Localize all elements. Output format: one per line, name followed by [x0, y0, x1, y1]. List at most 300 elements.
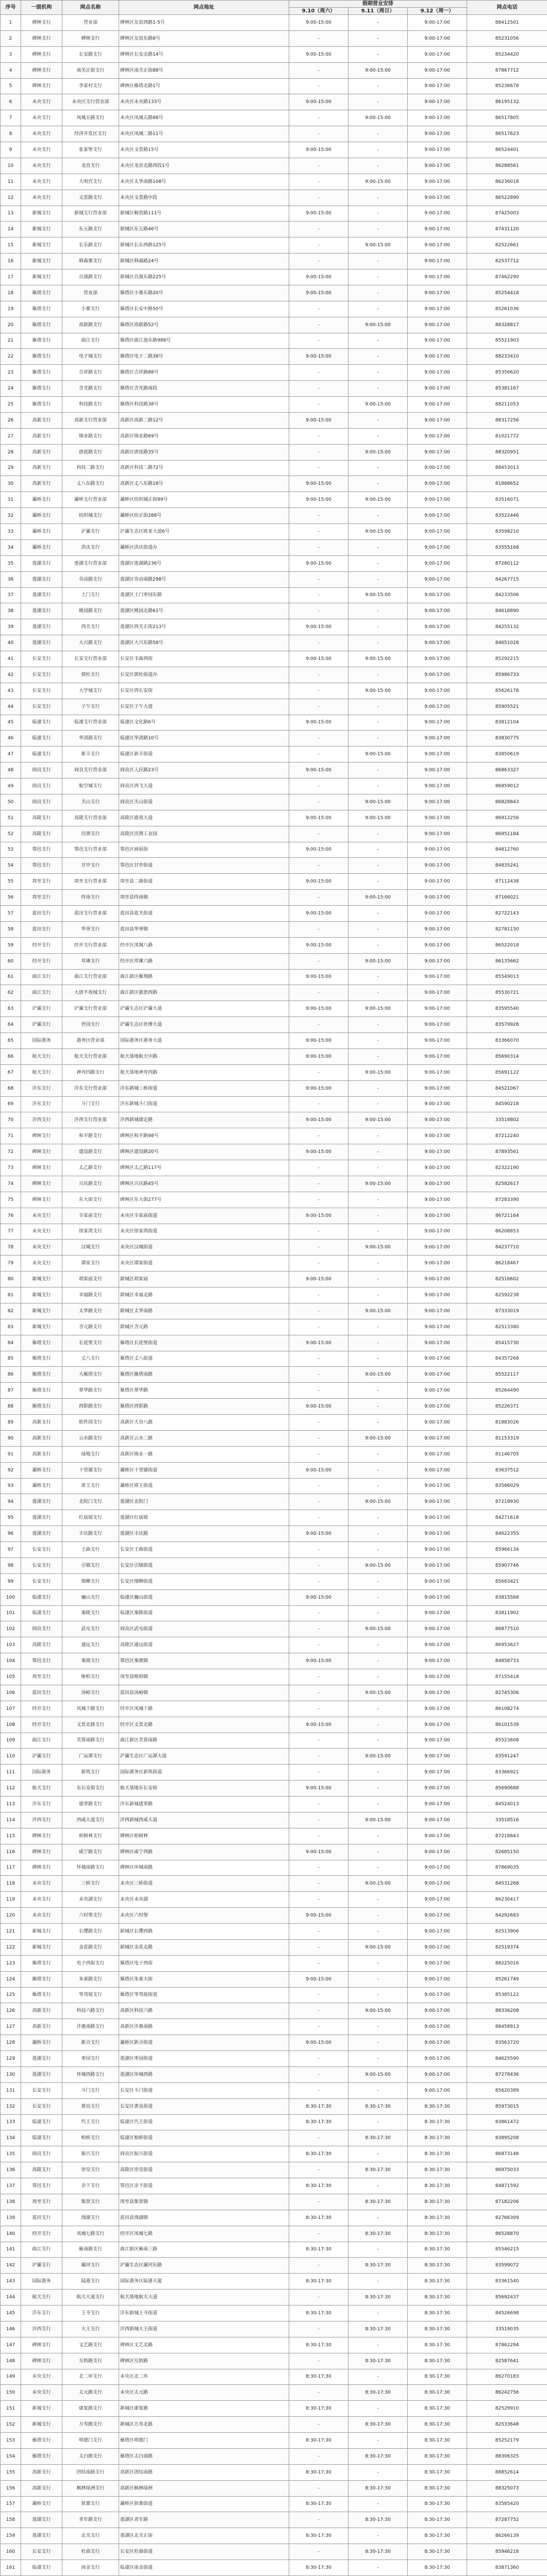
row-branch: 新城支行 — [21, 2417, 62, 2433]
table-row — [1, 1272, 547, 1287]
row-hours-sun: 9:00-15:00 — [349, 1112, 408, 1128]
row-outlet-name: 青年路支行 — [62, 2512, 119, 2528]
table-row — [1, 539, 547, 555]
row-outlet-name: 汤峪支行 — [62, 1685, 119, 1701]
row-hours-sun: 9:00-15:00 — [349, 651, 408, 667]
row-phone: 84357268 — [467, 1351, 547, 1367]
row-phone: 85522117 — [467, 1367, 547, 1383]
row-phone: 84625590 — [467, 2051, 547, 2067]
row-outlet-address: 新城区万寿北路 — [119, 2417, 289, 2433]
row-outlet-address: 未央区汉城街道 — [119, 1240, 289, 1256]
row-phone: 87869035 — [467, 1860, 547, 1876]
row-outlet-address: 蓝田县蓝关街道 — [119, 906, 289, 922]
row-outlet-address: 雁塔区等驾坡街道 — [119, 1987, 289, 2003]
table-row — [1, 1510, 547, 1526]
row-hours-sun: - — [349, 1415, 408, 1431]
header-branch: 一级机构 — [21, 1, 62, 15]
row-hours-sat: - — [289, 2258, 349, 2274]
row-outlet-name: 徐家湾支行 — [62, 1224, 119, 1240]
row-outlet-name: 明德门支行 — [62, 2433, 119, 2449]
row-index: 148 — [1, 2353, 21, 2369]
row-index: 137 — [1, 2178, 21, 2194]
row-hours-sat: - — [289, 539, 349, 555]
row-hours-sat: - — [289, 365, 349, 381]
row-index: 47 — [1, 747, 21, 762]
row-outlet-address: 鄠邑区秦渡镇 — [119, 1653, 289, 1669]
row-index: 126 — [1, 2003, 21, 2019]
row-index: 63 — [1, 1001, 21, 1017]
row-hours-sun: - — [349, 1383, 408, 1399]
row-outlet-name: 丈八东路支行 — [62, 476, 119, 492]
row-hours-sat: - — [289, 1669, 349, 1685]
row-outlet-name: 临潼支行营业部 — [62, 715, 119, 731]
row-branch: 鄠邑支行 — [21, 842, 62, 858]
row-branch: 碑林支行 — [21, 1192, 62, 1208]
table-row — [1, 2496, 547, 2512]
row-outlet-name: 软件园支行 — [62, 1415, 119, 1431]
table-row — [1, 1876, 547, 1892]
row-index: 26 — [1, 412, 21, 428]
row-hours-sat: 9:00-15:00 — [289, 1589, 349, 1605]
row-phone: 87218843 — [467, 1828, 547, 1844]
row-branch: 雁塔支行 — [21, 2448, 62, 2464]
row-phone: 83850619 — [467, 747, 547, 762]
row-outlet-name: 锦业路支行 — [62, 428, 119, 444]
row-hours-sat: 8:30-17:30 — [289, 2464, 349, 2480]
row-outlet-address: 新城区金花北路 — [119, 1939, 289, 1955]
row-index: 131 — [1, 2082, 21, 2098]
row-outlet-name: 高新支行营业部 — [62, 412, 119, 428]
row-outlet-name: 丈八支行 — [62, 1351, 119, 1367]
row-phone: 83361540 — [467, 2274, 547, 2290]
row-hours-mon: 9:00-17:00 — [408, 142, 467, 158]
row-outlet-name: 未央区支行营业部 — [62, 94, 119, 110]
row-phone: 85381167 — [467, 381, 547, 397]
row-phone: 82516602 — [467, 1272, 547, 1287]
row-hours-sat: - — [289, 222, 349, 238]
table-row — [1, 2433, 547, 2449]
row-branch: 航天支行 — [21, 2290, 62, 2306]
row-hours-sat: 9:00-15:00 — [289, 2035, 349, 2051]
table-row — [1, 1765, 547, 1781]
row-outlet-name: 凤城七路支行 — [62, 2226, 119, 2242]
row-phone: 87333019 — [467, 1303, 547, 1319]
row-branch: 灞桥支行 — [21, 492, 62, 508]
table-row — [1, 1637, 547, 1653]
row-index: 69 — [1, 1096, 21, 1112]
row-phone: 82522661 — [467, 238, 547, 253]
row-hours-sun: - — [349, 1637, 408, 1653]
row-outlet-name: 浐灞支行营业部 — [62, 1001, 119, 1017]
row-branch: 沣东支行 — [21, 2306, 62, 2321]
row-phone: 84858733 — [467, 1653, 547, 1669]
row-hours-sat: - — [289, 747, 349, 762]
row-index: 13 — [1, 206, 21, 222]
row-outlet-name: 幸福路支行 — [62, 1287, 119, 1303]
row-hours-mon: 9:00-17:00 — [408, 206, 467, 222]
row-outlet-address: 碑林区兴庆路45号 — [119, 1176, 289, 1192]
row-hours-sat: - — [289, 2226, 349, 2242]
row-hours-sun: - — [349, 508, 408, 524]
row-phone: 87212240 — [467, 1128, 547, 1144]
row-hours-sat: - — [289, 174, 349, 190]
row-phone: 83516071 — [467, 492, 547, 508]
row-hours-mon: 9:00-17:00 — [408, 1844, 467, 1860]
row-hours-sat: 9:00-15:00 — [289, 1048, 349, 1064]
row-index: 128 — [1, 2035, 21, 2051]
row-hours-sun: - — [349, 2433, 408, 2449]
row-hours-mon: 9:00-17:00 — [408, 1415, 467, 1431]
row-index: 151 — [1, 2401, 21, 2417]
row-branch: 周至支行 — [21, 874, 62, 890]
row-index: 115 — [1, 1828, 21, 1844]
row-branch: 曲江支行 — [21, 1733, 62, 1749]
row-hours-sat: 8:30-17:30 — [289, 2528, 349, 2544]
row-hours-sat: - — [289, 1240, 349, 1256]
row-phone: 86517805 — [467, 110, 547, 126]
row-hours-mon: 8:30-17:30 — [408, 2306, 467, 2321]
row-outlet-name: 碑林支行 — [62, 30, 119, 46]
row-phone: 85986733 — [467, 667, 547, 683]
row-hours-sun: - — [349, 1096, 408, 1112]
table-row — [1, 2448, 547, 2464]
row-hours-sun: - — [349, 2178, 408, 2194]
row-outlet-address: 莲湖区土门枣园东路 — [119, 587, 289, 603]
table-row — [1, 285, 547, 301]
row-hours-sat: 9:00-15:00 — [289, 906, 349, 922]
row-hours-sat: - — [289, 1892, 349, 1908]
table-row — [1, 15, 547, 31]
row-hours-sat: - — [289, 2051, 349, 2067]
table-row — [1, 1033, 547, 1049]
row-hours-mon: 9:00-17:00 — [408, 921, 467, 937]
row-hours-sun: 9:00-15:00 — [349, 1240, 408, 1256]
table-row — [1, 1001, 547, 1017]
row-index: 152 — [1, 2417, 21, 2433]
row-branch: 阎良支行 — [21, 1621, 62, 1637]
row-hours-sun: - — [349, 78, 408, 94]
row-hours-sun: - — [349, 126, 408, 142]
row-phone: 84618890 — [467, 603, 547, 619]
row-hours-sun: - — [349, 1828, 408, 1844]
row-outlet-address: 灞桥区新合街道 — [119, 2035, 289, 2051]
row-outlet-address: 高新区科技六路 — [119, 2003, 289, 2019]
row-hours-mon: 9:00-17:00 — [408, 508, 467, 524]
row-outlet-address: 雁塔区吉祥路88号 — [119, 365, 289, 381]
row-outlet-name: 长安路支行 — [62, 46, 119, 62]
row-outlet-name: 曲江支行 — [62, 333, 119, 349]
row-hours-sat: - — [289, 2321, 349, 2337]
row-hours-mon: 8:30-17:30 — [408, 2290, 467, 2306]
row-hours-sat: - — [289, 397, 349, 413]
row-outlet-name: 新城支行营业部 — [62, 206, 119, 222]
table-row — [1, 1701, 547, 1717]
row-outlet-name: 杜曲支行 — [62, 2544, 119, 2560]
row-hours-sun: - — [349, 2306, 408, 2321]
row-hours-mon: 9:00-17:00 — [408, 555, 467, 571]
row-outlet-name: 东大街支行 — [62, 1192, 119, 1208]
row-hours-sat: - — [289, 460, 349, 476]
row-phone: 88325073 — [467, 2480, 547, 2496]
row-hours-mon: 9:00-17:00 — [408, 476, 467, 492]
row-index: 100 — [1, 1589, 21, 1605]
table-row — [1, 1176, 547, 1192]
table-row — [1, 1526, 547, 1542]
row-branch: 未央支行 — [21, 1240, 62, 1256]
row-outlet-name: 长缨路支行 — [62, 1924, 119, 1940]
row-hours-sat: - — [289, 1939, 349, 1955]
row-hours-mon: 8:30-17:30 — [408, 2544, 467, 2560]
row-hours-sun: - — [349, 301, 408, 317]
row-hours-mon: 9:00-17:00 — [408, 1144, 467, 1160]
row-hours-sat: - — [289, 1319, 349, 1335]
row-outlet-address: 阎良区人民路23号 — [119, 762, 289, 778]
row-hours-sat: - — [289, 1256, 349, 1272]
row-outlet-name: 绿地支行 — [62, 1446, 119, 1462]
row-outlet-address: 高陵区通远街道 — [119, 1637, 289, 1653]
row-phone: 82513380 — [467, 1319, 547, 1335]
row-outlet-name: 高陵支行营业部 — [62, 810, 119, 826]
row-hours-mon: 9:00-17:00 — [408, 890, 467, 906]
row-phone: 84531268 — [467, 1876, 547, 1892]
row-branch: 雁塔支行 — [21, 1399, 62, 1415]
row-branch: 雁塔支行 — [21, 1971, 62, 1987]
row-hours-mon: 9:00-17:00 — [408, 1335, 467, 1351]
row-hours-mon: 9:00-17:00 — [408, 587, 467, 603]
row-hours-sat: 9:00-15:00 — [289, 1033, 349, 1049]
row-hours-sun: - — [349, 333, 408, 349]
row-branch: 雁塔支行 — [21, 1351, 62, 1367]
table-row — [1, 1939, 547, 1955]
row-branch: 未央支行 — [21, 1908, 62, 1924]
row-hours-sat: - — [289, 317, 349, 333]
table-row — [1, 508, 547, 524]
row-outlet-name: 文艺路支行 — [62, 2337, 119, 2353]
row-phone: 87182206 — [467, 2194, 547, 2210]
row-outlet-name: 汉城支行 — [62, 1240, 119, 1256]
row-outlet-name: 土门支行 — [62, 587, 119, 603]
row-hours-mon: 9:00-17:00 — [408, 1510, 467, 1526]
row-phone: 83595540 — [467, 1001, 547, 1017]
row-branch: 未央支行 — [21, 1224, 62, 1240]
table-row — [1, 890, 547, 906]
row-outlet-address: 长安区子午大道 — [119, 699, 289, 715]
row-hours-sun: 9:00-15:00 — [349, 1939, 408, 1955]
row-outlet-name: 红庙坡支行 — [62, 1510, 119, 1526]
table-row — [1, 2480, 547, 2496]
row-index: 160 — [1, 2544, 21, 2560]
row-outlet-address: 临潼区骊山街道 — [119, 1589, 289, 1605]
row-outlet-address: 沣西新城康定路 — [119, 1112, 289, 1128]
row-phone: 85385122 — [467, 1987, 547, 2003]
row-hours-mon: 9:00-17:00 — [408, 46, 467, 62]
row-hours-mon: 9:00-17:00 — [408, 1701, 467, 1717]
row-index: 74 — [1, 1176, 21, 1192]
row-phone: 81146705 — [467, 1446, 547, 1462]
row-outlet-name: 子午支行 — [62, 699, 119, 715]
row-index: 97 — [1, 1542, 21, 1558]
row-hours-sat: - — [289, 1494, 349, 1510]
row-hours-mon: 9:00-17:00 — [408, 1208, 467, 1224]
row-index: 66 — [1, 1048, 21, 1064]
row-phone: 84590218 — [467, 1096, 547, 1112]
row-index: 16 — [1, 253, 21, 269]
row-outlet-name: 蓝田支行营业部 — [62, 906, 119, 922]
row-index: 99 — [1, 1573, 21, 1589]
row-hours-mon: 9:00-17:00 — [408, 1557, 467, 1573]
row-outlet-name: 长延堡支行 — [62, 1335, 119, 1351]
row-index: 5 — [1, 78, 21, 94]
row-hours-mon: 9:00-17:00 — [408, 985, 467, 1001]
row-outlet-address: 新城区东五路46号 — [119, 222, 289, 238]
row-index: 110 — [1, 1749, 21, 1765]
row-branch: 长安支行 — [21, 2544, 62, 2560]
row-branch: 浐灞支行 — [21, 1017, 62, 1033]
row-phone: 88306325 — [467, 2448, 547, 2464]
row-hours-sat: - — [289, 1096, 349, 1112]
row-index: 111 — [1, 1765, 21, 1781]
row-branch: 灞桥支行 — [21, 524, 62, 540]
row-outlet-name: 云水路支行 — [62, 1430, 119, 1446]
row-outlet-name: 枫林绿洲支行 — [62, 2480, 119, 2496]
row-outlet-name: 朱雀路支行 — [62, 1971, 119, 1987]
row-index: 121 — [1, 1924, 21, 1940]
row-hours-mon: 8:30-17:30 — [408, 2258, 467, 2274]
row-hours-sun: - — [349, 1478, 408, 1494]
row-hours-sun: - — [349, 1908, 408, 1924]
table-row — [1, 269, 547, 285]
table-row — [1, 190, 547, 206]
row-outlet-address: 雁塔区长安中路50号 — [119, 301, 289, 317]
row-branch: 沣西支行 — [21, 1112, 62, 1128]
row-branch: 雁塔支行 — [21, 301, 62, 317]
row-hours-mon: 9:00-17:00 — [408, 1287, 467, 1303]
row-index: 123 — [1, 1955, 21, 1971]
row-outlet-address: 灞桥区席王街道 — [119, 1478, 289, 1494]
row-phone: 87219930 — [467, 1494, 547, 1510]
row-hours-mon: 9:00-17:00 — [408, 1017, 467, 1033]
row-hours-sat: 9:00-15:00 — [289, 1781, 349, 1797]
row-branch: 雁塔支行 — [21, 333, 62, 349]
row-outlet-address: 高新区唐延路35号 — [119, 444, 289, 460]
table-row — [1, 699, 547, 715]
row-hours-mon: 8:30-17:30 — [408, 2528, 467, 2544]
row-hours-sat: 9:00-15:00 — [289, 412, 349, 428]
row-hours-sat: 9:00-15:00 — [289, 555, 349, 571]
row-phone: 87867712 — [467, 62, 547, 78]
row-phone: 85530721 — [467, 985, 547, 1001]
row-phone: 82766309 — [467, 2210, 547, 2226]
row-outlet-address: 雁塔区明德门 — [119, 2433, 289, 2449]
row-phone: 85523608 — [467, 1733, 547, 1749]
row-index: 88 — [1, 1399, 21, 1415]
row-index: 7 — [1, 110, 21, 126]
row-outlet-name: 北二环支行 — [62, 2369, 119, 2385]
row-hours-sat: - — [289, 2290, 349, 2306]
row-outlet-name: 凤城五路支行 — [62, 110, 119, 126]
row-hours-sun: 9:00-15:00 — [349, 1430, 408, 1446]
row-outlet-address: 莲湖区大兴东路58号 — [119, 635, 289, 651]
row-outlet-address: 高陵区鹿苑大道 — [119, 810, 289, 826]
row-hours-mon: 9:00-17:00 — [408, 2066, 467, 2082]
row-hours-sun: - — [349, 2496, 408, 2512]
row-outlet-name: 大雁塔支行 — [62, 1367, 119, 1383]
row-hours-sun: 9:00-15:00 — [349, 794, 408, 810]
row-hours-sun: - — [349, 1192, 408, 1208]
row-phone: 85264490 — [467, 1383, 547, 1399]
row-hours-mon: 9:00-17:00 — [408, 619, 467, 635]
row-outlet-address: 曲江新区芙蓉南路 — [119, 1733, 289, 1749]
row-outlet-address: 阎良区振兴街道 — [119, 2146, 289, 2162]
row-hours-mon: 9:00-17:00 — [408, 397, 467, 413]
row-outlet-address: 曲江新区慈恩西路 — [119, 985, 289, 1001]
row-index: 143 — [1, 2274, 21, 2290]
row-phone: 87278436 — [467, 2066, 547, 2082]
row-outlet-name: 营业部 — [62, 285, 119, 301]
row-hours-mon: 9:00-17:00 — [408, 1924, 467, 1940]
row-hours-mon: 9:00-17:00 — [408, 906, 467, 922]
row-phone: 88336208 — [467, 2003, 547, 2019]
row-outlet-name: 代王支行 — [62, 2114, 119, 2130]
row-outlet-name: 秦陵支行 — [62, 1605, 119, 1621]
row-hours-sat: 8:30-17:30 — [289, 2274, 349, 2290]
row-phone: 82685150 — [467, 1844, 547, 1860]
row-outlet-name: 十里铺支行 — [62, 1462, 119, 1478]
row-phone: 82722143 — [467, 906, 547, 922]
row-phone: 88328817 — [467, 317, 547, 333]
row-hours-sat: - — [289, 1987, 349, 2003]
row-hours-sat: - — [289, 2385, 349, 2401]
row-phone: 86951184 — [467, 826, 547, 842]
row-hours-mon: 9:00-17:00 — [408, 1987, 467, 2003]
row-index: 17 — [1, 269, 21, 285]
row-hours-sun: 8:30-17:30 — [349, 2353, 408, 2369]
row-branch: 新城支行 — [21, 2401, 62, 2417]
row-phone: 33518516 — [467, 1812, 547, 1828]
row-outlet-name: 太元路支行 — [62, 2385, 119, 2401]
row-outlet-name: 营业部 — [62, 15, 119, 31]
row-index: 6 — [1, 94, 21, 110]
row-phone: 85234420 — [467, 46, 547, 62]
row-phone: 88211053 — [467, 397, 547, 413]
row-index: 11 — [1, 174, 21, 190]
table-row — [1, 1589, 547, 1605]
row-branch: 雁塔支行 — [21, 1987, 62, 2003]
row-hours-mon: 9:00-17:00 — [408, 1573, 467, 1589]
row-branch: 长安支行 — [21, 2098, 62, 2114]
row-hours-mon: 9:00-17:00 — [408, 1733, 467, 1749]
row-outlet-address: 莲湖区北关正街 — [119, 2528, 289, 2544]
row-hours-sat: 9:00-15:00 — [289, 1144, 349, 1160]
row-outlet-address: 灞桥区洪庆街道办 — [119, 539, 289, 555]
row-phone: 83637512 — [467, 1462, 547, 1478]
row-hours-mon: 9:00-17:00 — [408, 381, 467, 397]
row-outlet-address: 碑林区南关正街88号 — [119, 62, 289, 78]
row-hours-sun: 9:00-15:00 — [349, 683, 408, 699]
row-hours-sun: 9:00-15:00 — [349, 492, 408, 508]
row-outlet-name: 西咸大道支行 — [62, 1812, 119, 1828]
row-outlet-name: 斗门支行 — [62, 1096, 119, 1112]
row-index: 48 — [1, 762, 21, 778]
row-phone: 86859012 — [467, 778, 547, 794]
row-outlet-address: 航天基地神舟四路 — [119, 1064, 289, 1080]
row-outlet-address: 周至县集贤镇 — [119, 2194, 289, 2210]
row-hours-mon: 8:30-17:30 — [408, 2242, 467, 2258]
row-branch: 阎良支行 — [21, 778, 62, 794]
table-row — [1, 683, 547, 699]
row-branch: 临潼支行 — [21, 747, 62, 762]
row-hours-mon: 9:00-17:00 — [408, 1192, 467, 1208]
